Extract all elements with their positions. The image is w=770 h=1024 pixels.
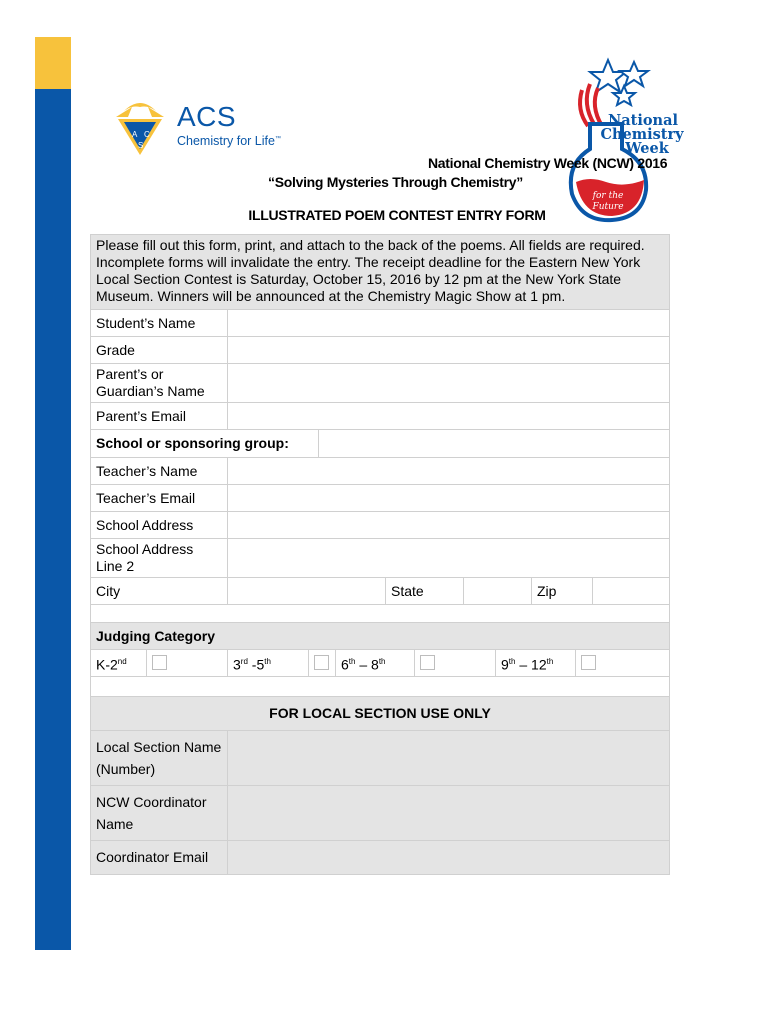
ncw-line-2: Chemistry <box>600 126 684 143</box>
event-theme: “Solving Mysteries Through Chemistry” <box>268 174 523 190</box>
school-address-row <box>90 512 670 539</box>
school-address-label: School Address <box>91 512 228 538</box>
local-title-row <box>90 697 670 731</box>
acs-letter-s: S <box>138 141 144 150</box>
teacher-name-field[interactable] <box>228 458 669 484</box>
school-address2-field[interactable] <box>228 539 669 577</box>
acs-letter-a: A <box>132 130 138 139</box>
category-9-12-checkbox[interactable] <box>581 655 596 670</box>
local-section-title: FOR LOCAL SECTION USE ONLY <box>91 697 669 730</box>
local-section-field[interactable] <box>228 731 669 785</box>
parent-name-label: Parent’s or Guardian’s Name <box>91 364 228 402</box>
zip-field[interactable] <box>593 578 669 604</box>
parent-email-field[interactable] <box>228 403 669 429</box>
teacher-email-row <box>90 485 670 512</box>
ncw-line-3: Week <box>625 140 669 157</box>
event-title: National Chemistry Week (NCW) 2016 <box>428 155 668 171</box>
grade-row <box>90 337 670 364</box>
city-label: City <box>91 578 228 604</box>
ncw-flask-text-2: Future <box>592 202 624 212</box>
acs-letter-c: C <box>144 130 150 139</box>
ncw-flask-text-1: for the <box>592 191 624 201</box>
category-k2-checkbox[interactable] <box>152 655 167 670</box>
student-name-label: Student’s Name <box>91 310 228 336</box>
judging-options-row <box>90 650 670 677</box>
category-3-5-label: 3rd -5th <box>228 650 309 676</box>
entry-form <box>90 234 670 875</box>
category-3-5-checkbox[interactable] <box>314 655 329 670</box>
category-k2-label: K-2nd <box>91 650 147 676</box>
state-label: State <box>386 578 464 604</box>
form-title: ILLUSTRATED POEM CONTEST ENTRY FORM <box>248 207 546 223</box>
category-9-12-label: 9th – 12th <box>496 650 576 676</box>
parent-name-field[interactable] <box>228 364 669 402</box>
spacer-cell-1 <box>91 605 669 622</box>
judging-title: Judging Category <box>91 623 669 649</box>
teacher-email-label: Teacher’s Email <box>91 485 228 511</box>
grade-field[interactable] <box>228 337 669 363</box>
grade-label: Grade <box>91 337 228 363</box>
teacher-name-label: Teacher’s Name <box>91 458 228 484</box>
teacher-email-field[interactable] <box>228 485 669 511</box>
category-6-8-checkbox-cell <box>415 650 496 676</box>
school-group-field[interactable] <box>319 430 669 457</box>
school-address-field[interactable] <box>228 512 669 538</box>
ncw-line-1: National <box>608 112 678 129</box>
acs-title: ACS <box>177 101 237 132</box>
parent-name-row <box>90 364 670 403</box>
category-9-12-checkbox-cell <box>576 650 669 676</box>
state-field[interactable] <box>464 578 532 604</box>
local-section-row <box>90 731 670 786</box>
acs-eagle-icon <box>116 103 164 117</box>
category-k2-checkbox-cell <box>147 650 228 676</box>
star-icon <box>590 60 648 105</box>
local-section-label: Local Section Name (Number) <box>91 731 228 785</box>
city-field[interactable] <box>228 578 386 604</box>
student-name-row <box>90 310 670 337</box>
coordinator-name-field[interactable] <box>228 786 669 840</box>
category-6-8-checkbox[interactable] <box>420 655 435 670</box>
city-state-zip-row <box>90 578 670 605</box>
category-6-8-label: 6th – 8th <box>336 650 415 676</box>
parent-email-label: Parent’s Email <box>91 403 228 429</box>
category-3-5-checkbox-cell <box>309 650 336 676</box>
spacer-row-2 <box>90 677 670 697</box>
coordinator-email-field[interactable] <box>228 841 669 874</box>
school-address2-row <box>90 539 670 578</box>
school-address2-label: School Address Line 2 <box>91 539 228 577</box>
coordinator-email-label: Coordinator Email <box>91 841 228 874</box>
spacer-cell-2 <box>91 677 669 696</box>
judging-title-row <box>90 623 670 650</box>
zip-label: Zip <box>532 578 593 604</box>
teacher-name-row <box>90 458 670 485</box>
coordinator-email-row <box>90 841 670 875</box>
coordinator-name-row <box>90 786 670 841</box>
school-group-label: School or sponsoring group: <box>91 430 319 457</box>
sidebar-accent-yellow <box>35 37 71 89</box>
instructions-row <box>90 234 670 310</box>
spacer-row-1 <box>90 605 670 623</box>
coordinator-name-label: NCW Coordinator Name <box>91 786 228 840</box>
parent-email-row <box>90 403 670 430</box>
instructions-text: Please fill out this form, print, and attach to the back of the poems. All fields are required. Incomplete forms will invalidate the entry. The receipt deadline for the Eastern New York Local Section Contest is Saturday, October 15, 2016 by 12 pm at the New York State Museum. Winners will be announced at the Chemistry Magic Show at 1 pm. <box>91 235 669 309</box>
acs-tagline: Chemistry for Life™ <box>177 134 281 148</box>
school-group-row <box>90 430 670 458</box>
student-name-field[interactable] <box>228 310 669 336</box>
